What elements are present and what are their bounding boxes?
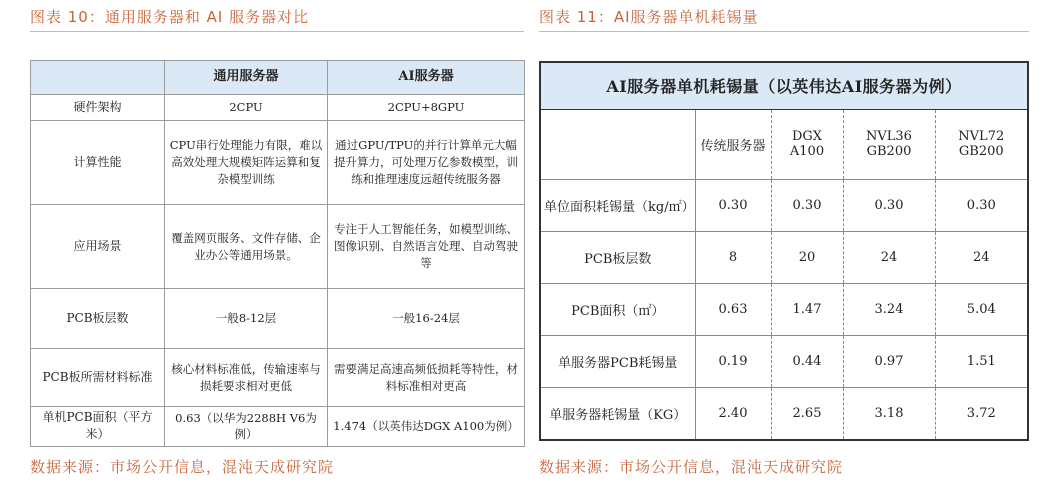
table-cell: CPU串行处理能力有限，难以高效处理大规模矩阵运算和复杂模型训练 [165,121,328,205]
table-caption: AI服务器单机耗锡量（以英伟达AI服务器为例） [541,63,1027,109]
table-caption-row [541,63,1027,109]
row-label: 单服务器耗锡量（KG） [541,387,695,439]
table-cell: 0.30 [843,179,935,231]
table-cell: 专注于人工智能任务，如模型训练、图像识别、自然语言处理、自动驾驶等 [328,205,525,289]
table-row [31,289,525,349]
header-cell-empty [31,61,165,95]
table-cell: 2CPU [165,95,328,121]
table-cell: 2.40 [695,387,771,439]
table-cell: 2.65 [771,387,843,439]
table-row [541,179,1027,231]
table-row [31,121,525,205]
row-label: PCB板层数 [541,231,695,283]
table-cell: 0.30 [695,179,771,231]
header-cell-nvl72-gb200: NVL72 GB200 [935,109,1027,179]
table-cell: 0.97 [843,335,935,387]
row-label: 计算性能 [31,121,165,205]
table-row [31,407,525,447]
table-cell: 核心材料标准低，传输速率与损耗要求相对更低 [165,349,328,407]
table-cell: 3.18 [843,387,935,439]
row-label: 单机PCB面积（平方米） [31,407,165,447]
row-label: PCB板所需材料标准 [31,349,165,407]
header-cell-empty [541,109,695,179]
row-label: PCB板层数 [31,289,165,349]
figure-10-rule [30,31,524,32]
table-cell: 1.47 [771,283,843,335]
table-cell: 2CPU+8GPU [328,95,525,121]
table-cell: 8 [695,231,771,283]
figure-11-title: 图表 11：AI服务器单机耗锡量 [539,8,759,26]
row-label: 单服务器PCB耗锡量 [541,335,695,387]
tin-consumption-table-frame [539,61,1029,441]
figure-11-source: 数据来源：市场公开信息，混沌天成研究院 [539,458,844,476]
table-cell: 覆盖网页服务、文件存储、企业办公等通用场景。 [165,205,328,289]
row-label: 应用场景 [31,205,165,289]
table-row [31,95,525,121]
table-cell: 1.51 [935,335,1027,387]
header-cell-nvl36-gb200: NVL36 GB200 [843,109,935,179]
table-header-row [541,109,1027,179]
table-cell: 0.19 [695,335,771,387]
table-cell: 0.63（以华为2288H V6为例） [165,407,328,447]
table-cell: 0.63 [695,283,771,335]
table-cell: 一般8-12层 [165,289,328,349]
table-row [541,231,1027,283]
row-label: 单位面积耗锡量（kg/㎡） [541,179,695,231]
table-cell: 一般16-24层 [328,289,525,349]
figure-10-source: 数据来源：市场公开信息，混沌天成研究院 [30,458,335,476]
table-cell: 0.44 [771,335,843,387]
header-cell-traditional-server: 传统服务器 [695,109,771,179]
header-cell-dgx-a100: DGX A100 [771,109,843,179]
table-row [31,205,525,289]
table-row [31,349,525,407]
table-cell: 0.30 [771,179,843,231]
table-cell: 24 [843,231,935,283]
table-cell: 1.474（以英伟达DGX A100为例） [328,407,525,447]
row-label: 硬件架构 [31,95,165,121]
header-cell-general-server: 通用服务器 [165,61,328,95]
table-cell: 20 [771,231,843,283]
server-comparison-table [30,60,525,447]
table-cell: 需要满足高速高频低损耗等特性，材料标准相对更高 [328,349,525,407]
table-cell: 5.04 [935,283,1027,335]
table-row [541,335,1027,387]
table-row [541,387,1027,439]
table-cell: 通过GPU/TPU的并行计算单元大幅提升算力，可处理万亿参数模型，训练和推理速度远超传统服务器 [328,121,525,205]
table-row [541,283,1027,335]
row-label: PCB面积（㎡） [541,283,695,335]
table-cell: 0.30 [935,179,1027,231]
table-cell: 3.24 [843,283,935,335]
table-cell: 24 [935,231,1027,283]
figure-10-title: 图表 10：通用服务器和 AI 服务器对比 [30,8,310,26]
figure-11-rule [539,31,1029,32]
table-cell: 3.72 [966,405,996,421]
header-cell-ai-server: AI服务器 [328,61,525,95]
table-header-row [31,61,525,95]
tin-consumption-table [541,63,1027,439]
